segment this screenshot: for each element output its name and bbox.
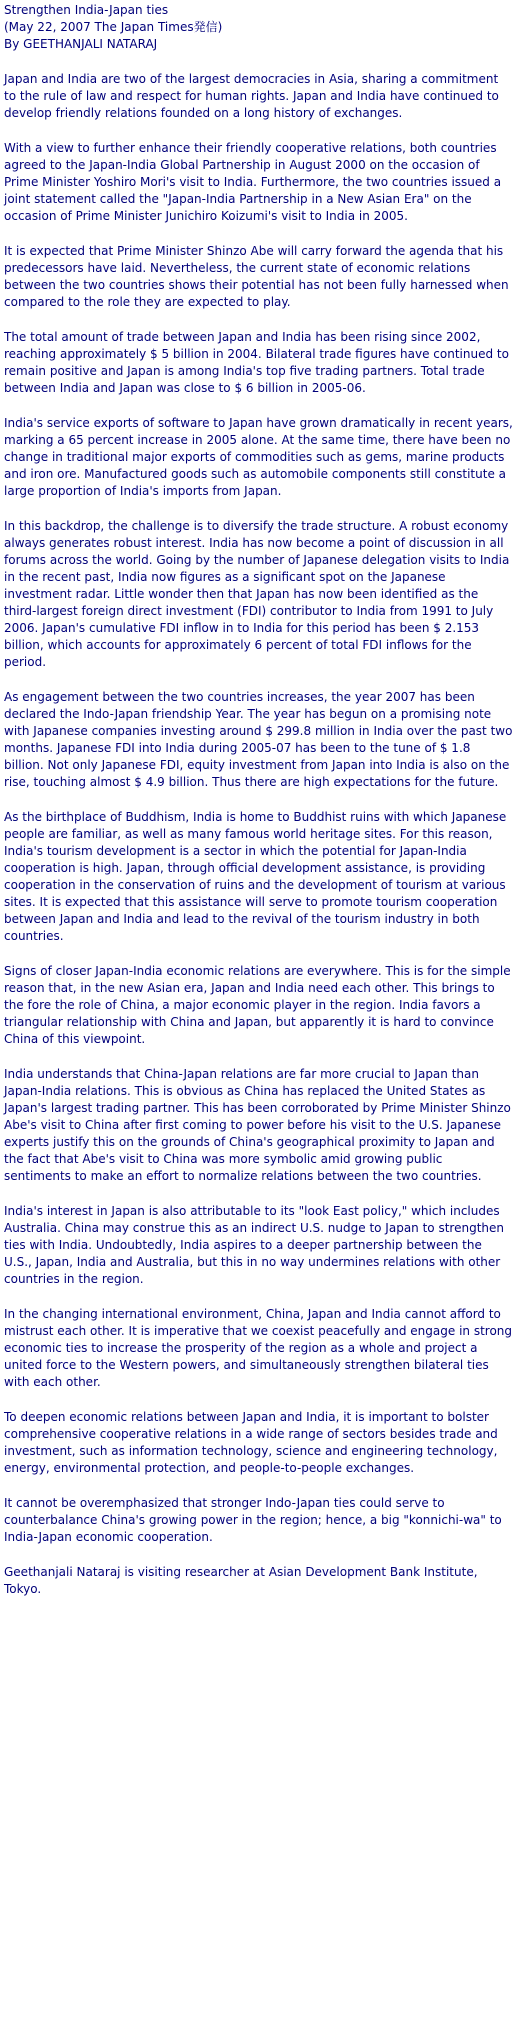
article-header	[4, 2, 513, 53]
paragraph-11: India's interest in Japan is also attributable to its "look East policy," which includes Australia. China may construe this as an indirect U.S. nudge to Japan to strengthen ties with India. Undoubtedly, India aspires to a deeper partnership between the U.S., Japan, India and Australia, but this in no way undermines relations with other countries in the region.	[4, 1204, 504, 1286]
paragraph-4: The total amount of trade between Japan and India has been rising since 2002, reaching approximately $ 5 billion in 2004. Bilateral trade figures have continued to remain positive and Japan is among India's top five trading partners. Total trade between India and Japan was close to $ 6 billion in 2005-06.	[4, 330, 509, 395]
paragraph-12: In the changing international environment, China, Japan and India cannot afford to mistrust each other. It is imperative that we coexist peacefully and engage in strong economic ties to increase the prosperity of the region as a whole and project a united force to the Western powers, and simultaneously strengthen bilateral ties with each other.	[4, 1307, 513, 1389]
paragraph-9: Signs of closer Japan-India economic relations are everywhere. This is for the simple reason that, in the new Asian era, Japan and India need each other. This brings to the fore the role of China, a major economic player in the region. India favors a triangular relationship with China and Japan, but apparently it is hard to convince China of this viewpoint.	[4, 964, 511, 1046]
author-note: Geethanjali Nataraj is visiting researcher at Asian Development Bank Institute, Tokyo.	[4, 1565, 478, 1596]
article-title: Strengthen India-Japan ties	[4, 3, 169, 17]
paragraph-1: Japan and India are two of the largest democracies in Asia, sharing a commitment to the rule of law and respect for human rights. Japan and India have continued to develop friendly relations founded on a long history of exchanges.	[4, 72, 499, 120]
paragraph-13: To deepen economic relations between Japan and India, it is important to bolster comprehensive cooperative relations in a wide range of sectors besides trade and investment, such as information technology, science and engineering technology, energy, environmental protection, and people-to-people exchanges.	[4, 1410, 498, 1475]
paragraph-14: It cannot be overemphasized that stronger Indo-Japan ties could serve to counterbalance China's growing power in the region; hence, a big "konnichi-wa" to India-Japan economic cooperation.	[4, 1496, 502, 1544]
article-byline: By GEETHANJALI NATARAJ	[4, 37, 158, 51]
paragraph-5: India's service exports of software to Japan have grown dramatically in recent years, marking a 65 percent increase in 2005 alone. At the same time, there have been no change in traditional major exports of commodities such as gems, marine products and iron ore. Manufactured goods such as automobile components still constitute a large proportion of India's imports from Japan.	[4, 416, 513, 498]
paragraph-2: With a view to further enhance their friendly cooperative relations, both countries agreed to the Japan-India Global Partnership in August 2000 on the occasion of Prime Minister Yoshiro Mori's visit to India. Furthermore, the two countries issued a joint statement called the "Japan-India Partnership in a New Asian Era" on the occasion of Prime Minister Junichiro Koizumi's visit to India in 2005.	[4, 141, 502, 223]
paragraph-10: India understands that China-Japan relations are far more crucial to Japan than Japan-India relations. This is obvious as China has replaced the United States as Japan's largest trading partner. This has been corroborated by Prime Minister Shinzo Abe's visit to China after first coming to power before his visit to the U.S. Japanese experts justify this on the grounds of China's geographical proximity to Japan and the fact that Abe's visit to China was more symbolic amid growing public sentiments to make an effort to normalize relations between the two countries.	[4, 1067, 511, 1183]
paragraph-3: It is expected that Prime Minister Shinzo Abe will carry forward the agenda that his predecessors have laid. Nevertheless, the current state of economic relations between the two countries shows their potential has not been fully harnessed when compared to the role they are expected to play.	[4, 244, 509, 309]
article-source: (May 22, 2007 The Japan Times発信)	[4, 20, 223, 34]
paragraph-6: In this backdrop, the challenge is to diversify the trade structure. A robust economy always generates robust interest. India has now become a point of discussion in all forums across the world. Going by the number of Japanese delegation visits to India in the recent past, India now figures as a significant spot on the Japanese investment radar. Little wonder then that Japan has now been identified as the third-largest foreign direct investment (FDI) contributor to India from 1991 to July 2006. Japan's cumulative FDI inflow in to India for this period has been $ 2.153 billion, which accounts for approximately 6 percent of total FDI inflows for the period.	[4, 519, 510, 669]
paragraph-8: As the birthplace of Buddhism, India is home to Buddhist ruins with which Japanese people are familiar, as well as many famous world heritage sites. For this reason, India's tourism development is a sector in which the potential for Japan-India cooperation is high. Japan, through official development assistance, is providing cooperation in the conservation of ruins and the development of tourism at various sites. It is expected that this assistance will serve to promote tourism cooperation between Japan and India and lead to the revival of the tourism industry in both countries.	[4, 810, 507, 943]
paragraph-7: As engagement between the two countries increases, the year 2007 has been declared the Indo-Japan friendship Year. The year has begun on a promising note with Japanese companies investing around $ 299.8 million in India over the past two months. Japanese FDI into India during 2005-07 has been to the tune of $ 1.8 billion. Not only Japanese FDI, equity investment from Japan into India is also on the rise, touching almost $ 4.9 billion. Thus there are high expectations for the future.	[4, 690, 513, 789]
